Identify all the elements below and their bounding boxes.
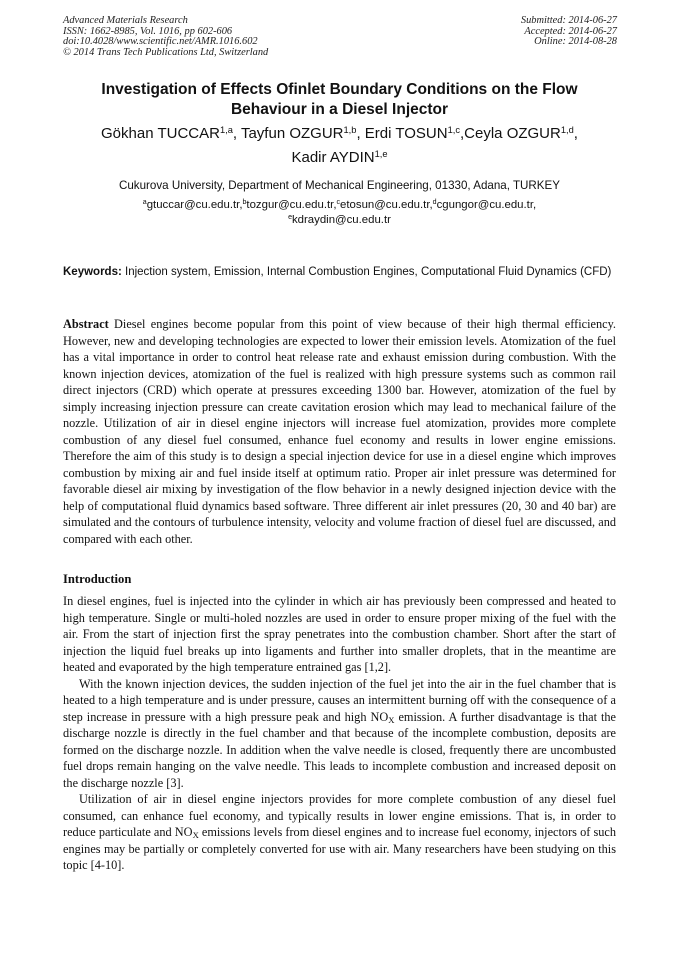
author-separator: , — [573, 125, 578, 142]
abstract-text: Diesel engines become popular from this point of view because of their high thermal efficiency. However, new and developing technologies are expected to lower their emission levels. Atomization of the fuel has a vital importance in order to control heat release rate and exhaust emission during combustion. With the known injection devices, atomization of the fuel is realized with high pressure systems such as common rail direct injectors (CRD) which operate at pressures exceeding 1300 bar. However, atomization of the fuel by simply increasing injection pressure can create cavitation erosion which may lead to mechanical failure of the nozzle. Utilization of air in diesel engine injectors will increase fuel atomization, provides more complete combustion of any diesel fuel consumed, enhance fuel economy and results in lower engine emissions. Therefore the aim of this study is to design a special injection device for use in a diesel engine which improves combustion by mixing air and fuel inside itself at optimum ratio. Proper air inlet pressure was determined for favorable diesel air mixing by investigation of the flow behavior in a newly designed injection device with the help of computational fluid dynamics based software. Three different air inlet pressures (20, 30 and 40 bar) are simulated and the contours of turbulence intensity, velocity and volume fraction of diesel fuel are discussed, and compared with each other. — [63, 317, 617, 546]
author-name: Tayfun OZGUR — [240, 125, 344, 142]
email-address: kdraydin@cu.edu.tr — [291, 214, 391, 226]
author-separator: , — [356, 125, 365, 142]
journal-issn: ISSN: 1662-8985, Vol. 1016, pp 602-606 — [63, 25, 233, 37]
affiliation: Cukurova University, Department of Mechanical Engineering, 01330, Adana, TURKEY — [118, 179, 560, 192]
nox-subscript: X — [192, 830, 199, 841]
online-date: Online: 2014-08-28 — [534, 36, 617, 48]
abstract-label: Abstract — [63, 317, 109, 331]
introduction-heading: Introduction — [63, 572, 132, 586]
author-affiliation-mark: 1,d — [560, 124, 574, 135]
author-emails — [63, 198, 616, 228]
introduction-body — [63, 593, 616, 874]
accepted-date: Accepted: 2014-06-27 — [524, 25, 617, 37]
email-line-1 — [63, 198, 616, 213]
author-affiliation-mark: 1,c — [447, 124, 460, 135]
journal-copyright: © 2014 Trans Tech Publications Ltd, Switzerland — [63, 46, 269, 58]
author-name: Ceyla OZGUR — [464, 125, 561, 142]
email-address: cgungor@cu.edu.tr, — [436, 199, 537, 211]
keywords-text: Injection system, Emission, Internal Combustion Engines, Computational Fluid Dynamics (CFD) — [125, 266, 612, 278]
keywords-label: Keywords: — [63, 266, 122, 278]
paper-title — [63, 80, 616, 120]
author-affiliation-mark: 1,a — [219, 124, 233, 135]
author-line-2 — [63, 146, 616, 170]
email-line-2 — [63, 213, 616, 228]
author-name: Gökhan TUCCAR — [101, 125, 220, 142]
publication-dates — [521, 16, 617, 48]
journal-doi: doi:10.4028/www.scientific.net/AMR.1016.602 — [63, 36, 258, 48]
email-mark: c — [336, 199, 341, 207]
journal-name: Advanced Materials Research — [63, 15, 188, 26]
journal-info — [63, 16, 268, 58]
email-mark: b — [242, 199, 247, 207]
nox-subscript: X — [388, 714, 395, 725]
email-address: tozgur@cu.edu.tr, — [246, 199, 337, 211]
author-separator: , — [460, 125, 465, 142]
author-separator: , — [232, 125, 241, 142]
intro-p2-text-b: emission. A further disadvantage is that the discharge nozzle is directly in the fuel chamber and that because of the incomplete combustion, deposits are formed on the discharge nozzle. In addition when the valve needle is closed, frequently there are uncombusted fuel drops remain hanging on the valve needle. This leads to incomplete combustion and increased deposit on the discharge nozzle [3]. — [63, 709, 616, 790]
author-affiliation-mark: 1,e — [374, 148, 388, 159]
intro-p3-text-a: Utilization of air in diesel engine injectors provides for more complete combustion of any diesel fuel consumed, can enhance fuel economy, and typically results in lower engine emissions. That is, in order to reduce particulate and NO — [63, 792, 616, 839]
intro-paragraph-1: In diesel engines, fuel is injected into the cylinder in which air has previously been compressed and heated to high temperature. Single or multi-holed nozzles are used in order to ensure proper mixing of the fuel with the air. From the start of injection first the spray penetrates into the combustion chamber. Short after the start of injection the liquid fuel breaks up into ligaments and further into smaller droplets, that in the meantime are heated and evaporated by the high temperature entrained gas [1,2]. — [63, 594, 616, 674]
author-affiliation-mark: 1,b — [343, 124, 357, 135]
email-mark: e — [288, 214, 292, 222]
intro-paragraph-3 — [63, 791, 616, 874]
author-line-1 — [63, 122, 616, 146]
abstract — [63, 316, 616, 547]
paper-title-line-2: Behaviour in a Diesel Injector — [230, 101, 449, 118]
intro-paragraph-2 — [63, 676, 616, 792]
email-mark: d — [432, 199, 437, 207]
intro-p3-text-b: emissions levels from diesel engines and to increase fuel economy, injectors of such engines may be partially or completely converted for use with air. Many researchers have been studying on this topic [4-10]. — [63, 825, 616, 872]
keywords — [63, 265, 616, 280]
author-list — [63, 122, 616, 170]
author-name: Erdi TOSUN — [364, 125, 448, 142]
email-mark: a — [142, 199, 147, 207]
paper-title-line-1: Investigation of Effects Ofinlet Boundary Conditions on the Flow — [101, 81, 578, 98]
submitted-date: Submitted: 2014-06-27 — [520, 15, 617, 26]
intro-p2-text-a: With the known injection devices, the sudden injection of the fuel jet into the air in the fuel chamber that is heated to a high temperature and is under pressure, causes an intermittent burning off with the consequence of a step increase in pressure with a high pressure peak and high NO — [63, 676, 616, 724]
email-address: etosun@cu.edu.tr, — [340, 199, 433, 211]
author-name: Kadir AYDIN — [291, 149, 375, 166]
email-address: gtuccar@cu.edu.tr, — [146, 199, 243, 211]
